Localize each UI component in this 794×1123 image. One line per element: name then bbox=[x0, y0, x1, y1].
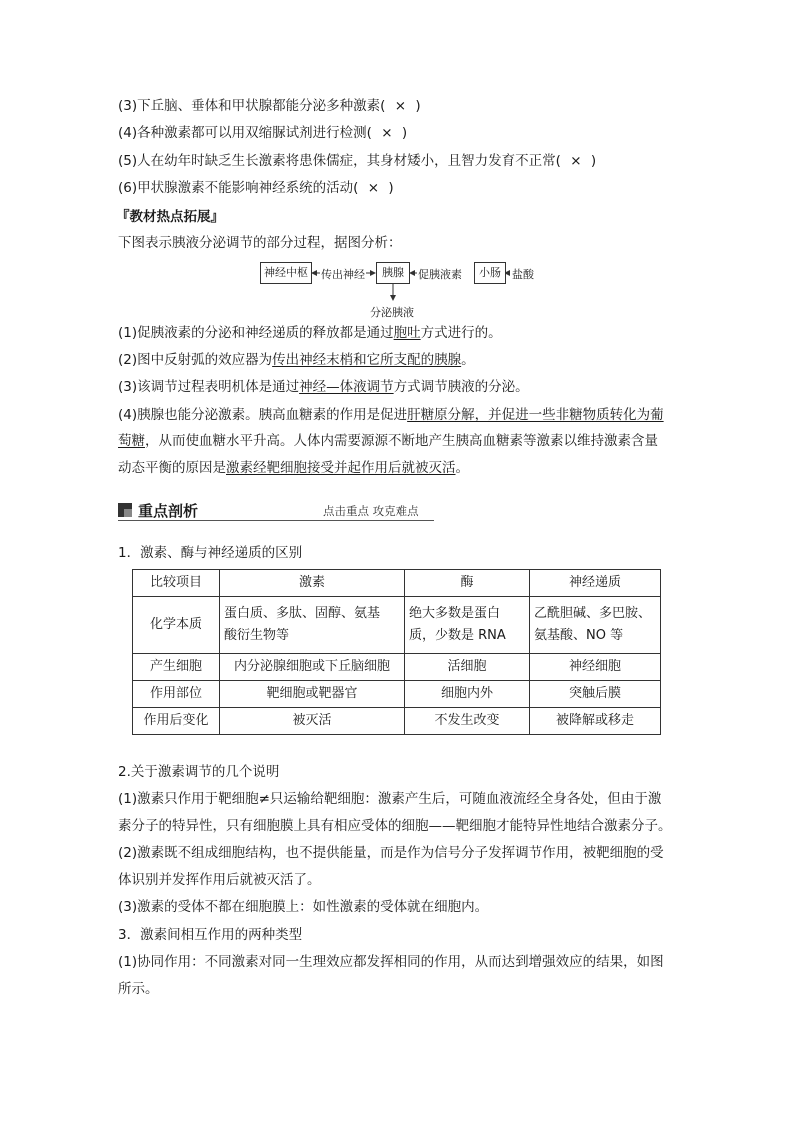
small-intestine-box: 小肠 bbox=[474, 262, 506, 284]
cell-line: 乙酰胆碱、多巴胺、 bbox=[534, 606, 652, 621]
extension-title: 『教材热点拓展』 bbox=[116, 209, 224, 225]
hydrochloric-acid-label: 盐酸 bbox=[512, 268, 534, 281]
cross-mark: × bbox=[381, 125, 393, 141]
table-row bbox=[133, 681, 661, 708]
table-cell: 靶细胞或靶器官 bbox=[220, 681, 405, 708]
pancreatic-juice-label: 分泌胰液 bbox=[370, 306, 414, 319]
table-row bbox=[133, 654, 661, 681]
header-cell: 激素 bbox=[220, 570, 405, 597]
header-cell: 酶 bbox=[405, 570, 530, 597]
header-cell: 神经递质 bbox=[530, 570, 661, 597]
part2-p2-line2: 体识别并发挥作用后就被灭活了。 bbox=[118, 872, 321, 888]
section-rule bbox=[118, 520, 434, 521]
section-square-accent bbox=[124, 509, 132, 517]
part2-p3: (3)激素的受体不都在细胞膜上：如性激素的受体就在细胞内。 bbox=[118, 899, 489, 915]
section-header bbox=[118, 499, 434, 521]
part2-p2-line1: (2)激素既不组成细胞结构，也不提供能量，而是作为信号分子发挥调节作用，被靶细胞的受 bbox=[118, 845, 664, 861]
table-cell: 内分泌腺细胞或下丘脑细胞 bbox=[220, 654, 405, 681]
cell-line: 蛋白质、多肽、固醇、氨基 bbox=[224, 606, 381, 621]
table-cell: 细胞内外 bbox=[405, 681, 530, 708]
part3-p1-line2: 所示。 bbox=[118, 981, 159, 997]
table-cell: 被灭活 bbox=[220, 708, 405, 735]
row-label: 作用后变化 bbox=[133, 708, 220, 735]
part1-heading: 1．激素、酶与神经递质的区别 bbox=[118, 545, 303, 561]
part3-heading: 3．激素间相互作用的两种类型 bbox=[118, 927, 303, 943]
table-row bbox=[133, 597, 661, 654]
judgment-item-4: (4)各种激素都可以用双缩脲试剂进行检测( × ) bbox=[118, 125, 408, 141]
row-label: 化学本质 bbox=[133, 597, 220, 654]
table-cell: 突触后膜 bbox=[530, 681, 661, 708]
cell-line: 绝大多数是蛋白 bbox=[409, 606, 501, 621]
section-title: 重点剖析 bbox=[138, 502, 199, 520]
extension-q4-line2: 萄糖，从而使血糖水平升高。人体内需要源源不断地产生胰高血糖素等激素以维持激素含量 bbox=[118, 433, 658, 449]
section-subtitle: 点击重点 攻克难点 bbox=[323, 504, 419, 518]
cell-line: 质，少数是 RNA bbox=[409, 628, 506, 643]
extension-q1: (1)促胰液素的分泌和神经递质的释放都是通过胞吐方式进行的。 bbox=[118, 325, 502, 341]
table-cell bbox=[405, 597, 530, 654]
row-label: 作用部位 bbox=[133, 681, 220, 708]
pancreatic-regulation-diagram bbox=[260, 262, 550, 320]
extension-q4-line3: 动态平衡的原因是激素经靶细胞接受并起作用后就被灭活。 bbox=[118, 460, 469, 476]
table-cell: 不发生改变 bbox=[405, 708, 530, 735]
table-cell bbox=[220, 597, 405, 654]
cell-line: 氨基酸、NO 等 bbox=[534, 628, 624, 643]
table-row bbox=[133, 708, 661, 735]
secretin-label: 促胰液素 bbox=[418, 268, 462, 281]
extension-q4-line1: (4)胰腺也能分泌激素。胰高血糖素的作用是促进肝糖原分解，并促进一些非糖物质转化为葡 bbox=[118, 407, 664, 423]
judgment-item-6: (6)甲状腺激素不能影响神经系统的活动( × ) bbox=[118, 180, 394, 196]
header-cell: 比较项目 bbox=[133, 570, 220, 597]
comparison-table bbox=[132, 569, 661, 735]
table-cell bbox=[530, 597, 661, 654]
table-header-row bbox=[133, 570, 661, 597]
part2-p1-line2: 素分子的特异性，只有细胞膜上具有相应受体的细胞——靶细胞才能特异性地结合激素分子。 bbox=[118, 818, 672, 834]
row-label: 产生细胞 bbox=[133, 654, 220, 681]
part3-p1-line1: (1)协同作用：不同激素对同一生理效应都发挥相同的作用，从而达到增强效应的结果，如图 bbox=[118, 954, 664, 970]
extension-q3: (3)该调节过程表明机体是通过神经—体液调节方式调节胰液的分泌。 bbox=[118, 379, 529, 395]
cross-mark: × bbox=[570, 153, 582, 169]
nerve-center-box: 神经中枢 bbox=[260, 262, 312, 284]
part2-heading: 2.关于激素调节的几个说明 bbox=[118, 764, 280, 780]
efferent-nerve-label: 传出神经 bbox=[321, 268, 365, 281]
judgment-item-5: (5)人在幼年时缺乏生长激素将患侏儒症，其身材矮小，且智力发育不正常( × ) bbox=[118, 153, 597, 169]
cell-line: 酸衍生物等 bbox=[224, 628, 290, 643]
judgment-item-3: (3)下丘脑、垂体和甲状腺都能分泌多种激素( × ) bbox=[118, 98, 421, 114]
table-cell: 活细胞 bbox=[405, 654, 530, 681]
table-cell: 神经细胞 bbox=[530, 654, 661, 681]
table-cell: 被降解或移走 bbox=[530, 708, 661, 735]
pancreas-box: 胰腺 bbox=[376, 262, 410, 284]
cross-mark: × bbox=[367, 180, 380, 196]
extension-q2: (2)图中反射弧的效应器为传出神经末梢和它所支配的胰腺。 bbox=[118, 352, 475, 368]
extension-intro: 下图表示胰液分泌调节的部分过程，据图分析： bbox=[118, 235, 402, 251]
cross-mark: × bbox=[394, 98, 407, 114]
part2-p1-line1: (1)激素只作用于靶细胞≠只运输给靶细胞：激素产生后，可随血液流经全身各处，但由于激 bbox=[118, 791, 662, 807]
